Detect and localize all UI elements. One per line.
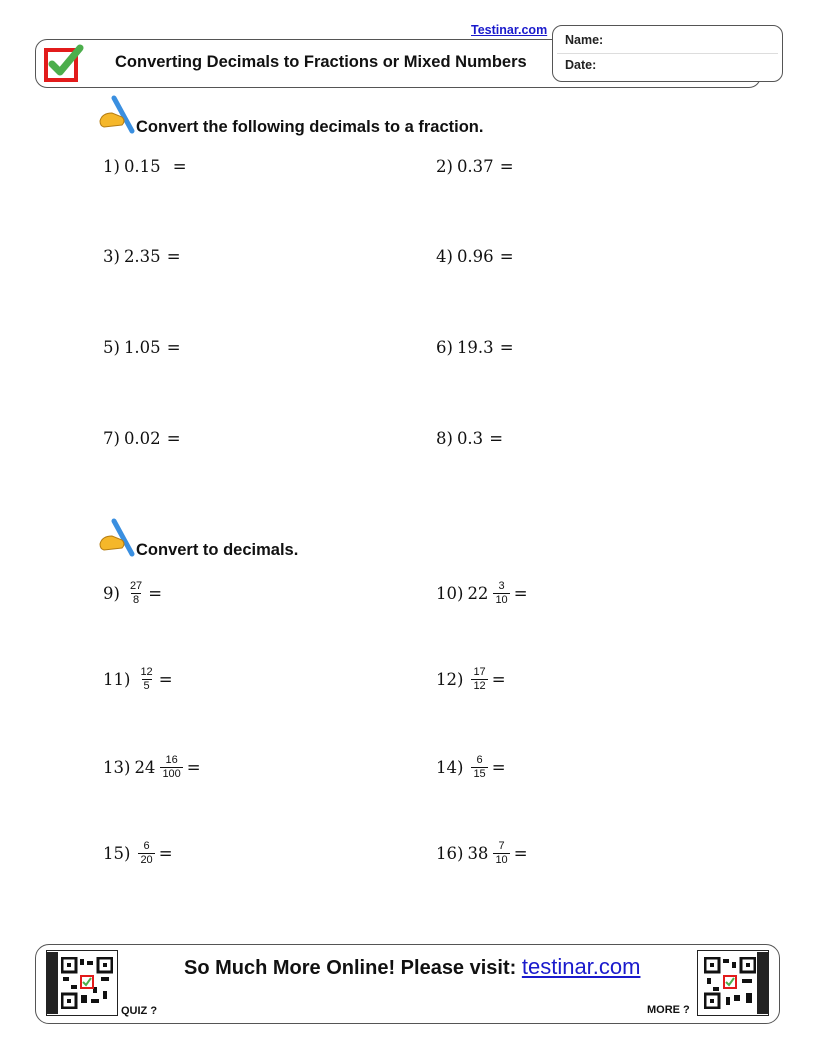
fraction: $\frac{6}{20}$: [140, 840, 153, 866]
footer-testinar-link[interactable]: testinar.com: [521, 954, 641, 979]
problem-11: 11) $\frac{12}{5}$ =: [103, 666, 173, 692]
fraction: $\frac{27}{8}$: [129, 580, 143, 606]
quiz-label: QUIZ ?: [121, 1005, 158, 1017]
problem-6: 6) 19.3 =: [436, 338, 514, 357]
fraction: $\frac{6}{15}$: [473, 754, 486, 780]
qr-caption-strip: [47, 952, 58, 1014]
problem-1: 1) 0.15 =: [103, 157, 187, 176]
hand-pencil-icon: [98, 95, 136, 135]
fraction: $\frac{17}{12}$: [473, 666, 486, 692]
divider: [557, 53, 778, 54]
hand-pencil-icon: [98, 518, 136, 558]
name-date-box: [552, 25, 783, 82]
problem-16: 16) 38 $\frac{7}{10}$ =: [436, 840, 528, 866]
qr-caption-strip: [757, 952, 768, 1014]
fraction: $\frac{12}{5}$: [140, 666, 153, 692]
page-title: Converting Decimals to Fractions or Mixed Numbers: [115, 53, 527, 71]
problem-13: 13) 24 $\frac{16}{100}$ =: [103, 754, 201, 780]
fraction: $\frac{16}{100}$: [162, 754, 181, 780]
qr-code-more[interactable]: [697, 950, 769, 1016]
date-label: Date:: [565, 58, 597, 72]
qr-code-quiz[interactable]: [46, 950, 118, 1016]
checkmark-logo-icon: [44, 44, 84, 82]
name-label: Name:: [565, 33, 604, 47]
problem-5: 5) 1.05 =: [103, 338, 181, 357]
more-label: MORE ?: [647, 1004, 690, 1016]
problem-2: 2) 0.37 =: [436, 157, 514, 176]
problem-4: 4) 0.96 =: [436, 247, 514, 266]
qr-code-icon: [704, 957, 756, 1009]
instruction-1: Convert the following decimals to a fraction.: [136, 118, 484, 136]
instruction-2: Convert to decimals.: [136, 541, 299, 559]
problem-3: 3) 2.35 =: [103, 247, 181, 266]
problem-15: 15) $\frac{6}{20}$ =: [103, 840, 173, 866]
problem-12: 12) $\frac{17}{12}$ =: [436, 666, 506, 692]
problem-9: 9) $\frac{27}{8}$ =: [103, 580, 163, 606]
problem-14: 14) $\frac{6}{15}$ =: [436, 754, 506, 780]
fraction: $\frac{3}{10}$: [495, 580, 508, 606]
testinar-link[interactable]: Testinar.com: [471, 23, 548, 37]
problem-10: 10) 22 $\frac{3}{10}$ =: [436, 580, 528, 606]
footer-message: So Much More Online! Please visit: testinar.com: [184, 954, 641, 979]
problem-8: 8) 0.3 =: [436, 429, 504, 448]
problem-7: 7) 0.02 =: [103, 429, 181, 448]
fraction: $\frac{7}{10}$: [495, 840, 508, 866]
qr-code-icon: [61, 957, 113, 1009]
